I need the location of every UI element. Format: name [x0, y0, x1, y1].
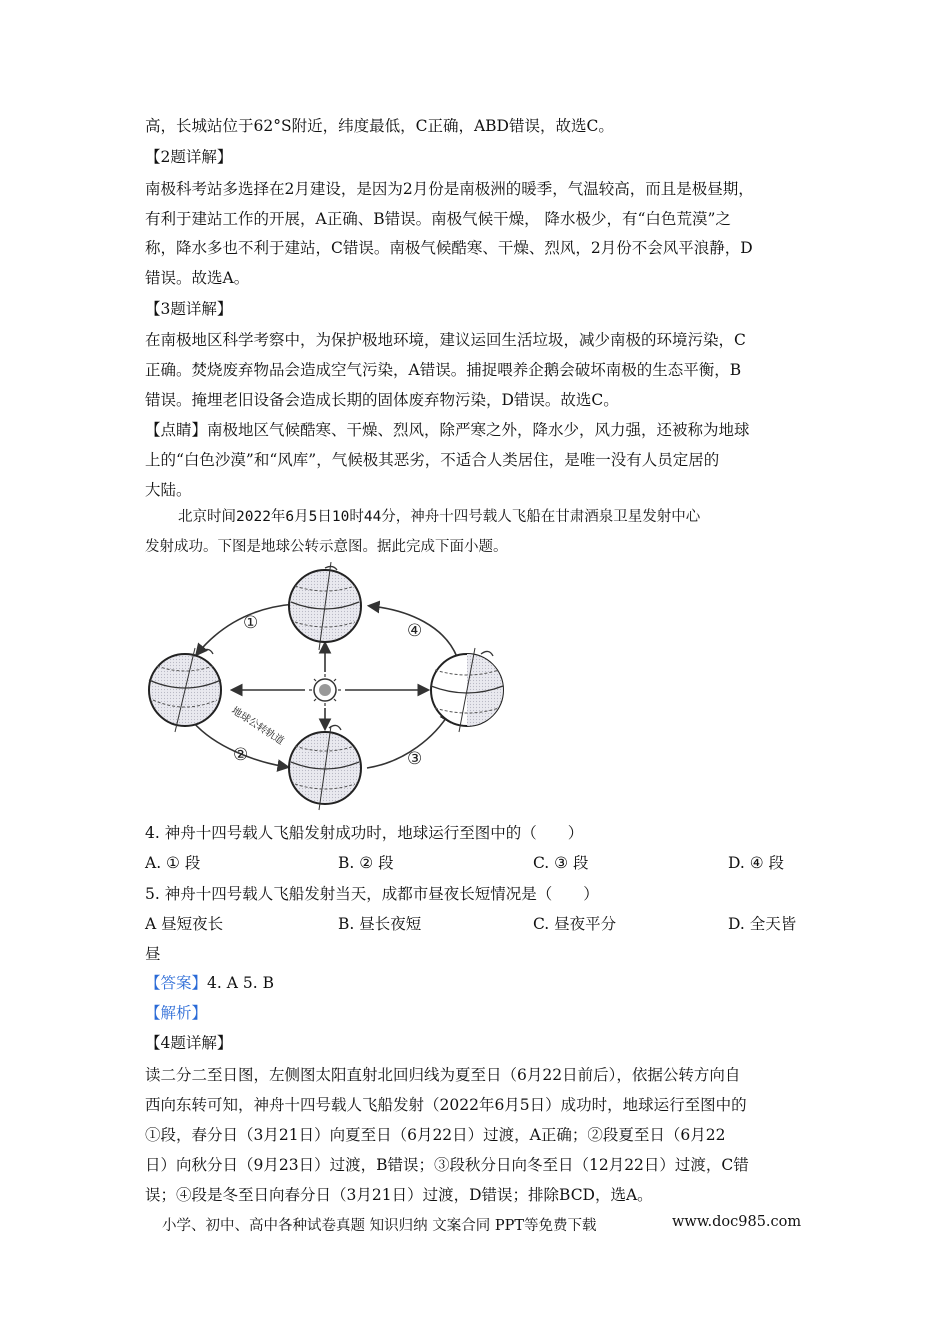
question-5-option-c: C. 昼夜平分	[533, 915, 617, 933]
analysis-label: 【解析】	[145, 1004, 208, 1022]
question-5-option-d: D. 全天皆	[728, 915, 797, 933]
globe-top-icon	[289, 562, 361, 650]
segment-label-1: ①	[243, 613, 259, 633]
paragraph-line: 读二分二至日图，左侧图太阳直射北回归线为夏至日（6月22日前后），依据公转方向自	[145, 1066, 741, 1084]
globe-bottom-icon	[289, 725, 361, 810]
section-title: 【2题详解】	[145, 148, 233, 166]
question-4-option-a: A. ① 段	[145, 854, 201, 872]
intro-line: 发射成功。下图是地球公转示意图。据此完成下面小题。	[145, 539, 508, 555]
footer-text: 小学、初中、高中各种试卷真题 知识归纳 文案合同 PPT等免费下载	[162, 1218, 597, 1234]
tip-line: 上的“白色沙漠”和“风库”，气候极其恶劣，不适合人类居住，是唯一没有人员定居的	[145, 451, 720, 469]
globe-right-icon	[431, 648, 503, 732]
globe-left-icon	[149, 648, 221, 732]
question-5-stem: 5. 神舟十四号载人飞船发射当天，成都市昼夜长短情况是（ ）	[145, 885, 599, 903]
paragraph-line: 正确。焚烧废弃物品会造成空气污染，A错误。捕捉喂养企鹅会破坏南极的生态平衡，B	[145, 361, 742, 379]
question-4-stem: 4. 神舟十四号载人飞船发射成功时，地球运行至图中的（ ）	[145, 824, 584, 842]
paragraph-line: 误；④段是冬至日向春分日（3月21日）过渡，D错误；排除BCD，选A。	[145, 1186, 653, 1204]
tip-line: 大陆。	[145, 481, 192, 499]
paragraph-line: 高，长城站位于62°S附近，纬度最低，C正确，ABD错误，故选C。	[145, 117, 614, 135]
section-title: 【4题详解】	[145, 1034, 233, 1052]
segment-label-4: ④	[407, 621, 423, 641]
answer-label: 【答案】	[145, 974, 208, 992]
paragraph-line: 日）向秋分日（9月23日）过渡，B错误；③段秋分日向冬至日（12月22日）过渡，C错	[145, 1156, 749, 1174]
segment-label-3: ③	[407, 749, 423, 769]
footer-url[interactable]: www.doc985.com	[672, 1214, 802, 1230]
question-4-option-d: D. ④ 段	[728, 854, 785, 872]
question-4-option-b: B. ② 段	[338, 854, 394, 872]
segment-label-2: ②	[233, 745, 249, 765]
question-4-option-c: C. ③ 段	[533, 854, 589, 872]
paragraph-line: 错误。故选A。	[145, 269, 250, 287]
earth-revolution-diagram	[145, 562, 525, 812]
paragraph-line: 错误。掩埋老旧设备会造成长期的固体废弃物污染，D错误。故选C。	[145, 391, 619, 409]
question-5-option-b: B. 昼长夜短	[338, 915, 422, 933]
paragraph-line: 称，降水多也不利于建站，C错误。南极气候酷寒、干燥、烈风，2月份不会风平浪静，D	[145, 239, 753, 257]
paragraph-line: 西向东转可知，神舟十四号载人飞船发射（2022年6月5日）成功时，地球运行至图中的	[145, 1096, 747, 1114]
section-title: 【3题详解】	[145, 300, 233, 318]
orbit-label: 地球公转轨道	[229, 705, 286, 748]
intro-line: 北京时间2022年6月5日10时44分，神舟十四号载人飞船在甘肃酒泉卫星发射中心	[178, 509, 701, 525]
sun-icon	[309, 674, 341, 706]
answer-value: 4. A 5. B	[207, 974, 274, 992]
question-5-option-a: A 昼短夜长	[145, 915, 224, 933]
tip-line: 【点睛】南极地区气候酷寒、干燥、烈风，除严寒之外，降水少，风力强，还被称为地球	[145, 421, 750, 439]
paragraph-line: 有利于建站工作的开展，A正确、B错误。南极气候干燥， 降水极少，有“白色荒漠”之	[145, 210, 731, 228]
paragraph-line: ①段，春分日（3月21日）向夏至日（6月22日）过渡，A正确；②段夏至日（6月22	[145, 1126, 726, 1144]
answer-line	[145, 973, 274, 993]
paragraph-line: 在南极地区科学考察中，为保护极地环境，建议运回生活垃圾，减少南极的环境污染，C	[145, 331, 746, 349]
question-5-option-d-continued: 昼	[145, 945, 161, 963]
paragraph-line: 南极科考站多选择在2月建设，是因为2月份是南极洲的暖季，气温较高，而且是极昼期，	[145, 180, 754, 198]
